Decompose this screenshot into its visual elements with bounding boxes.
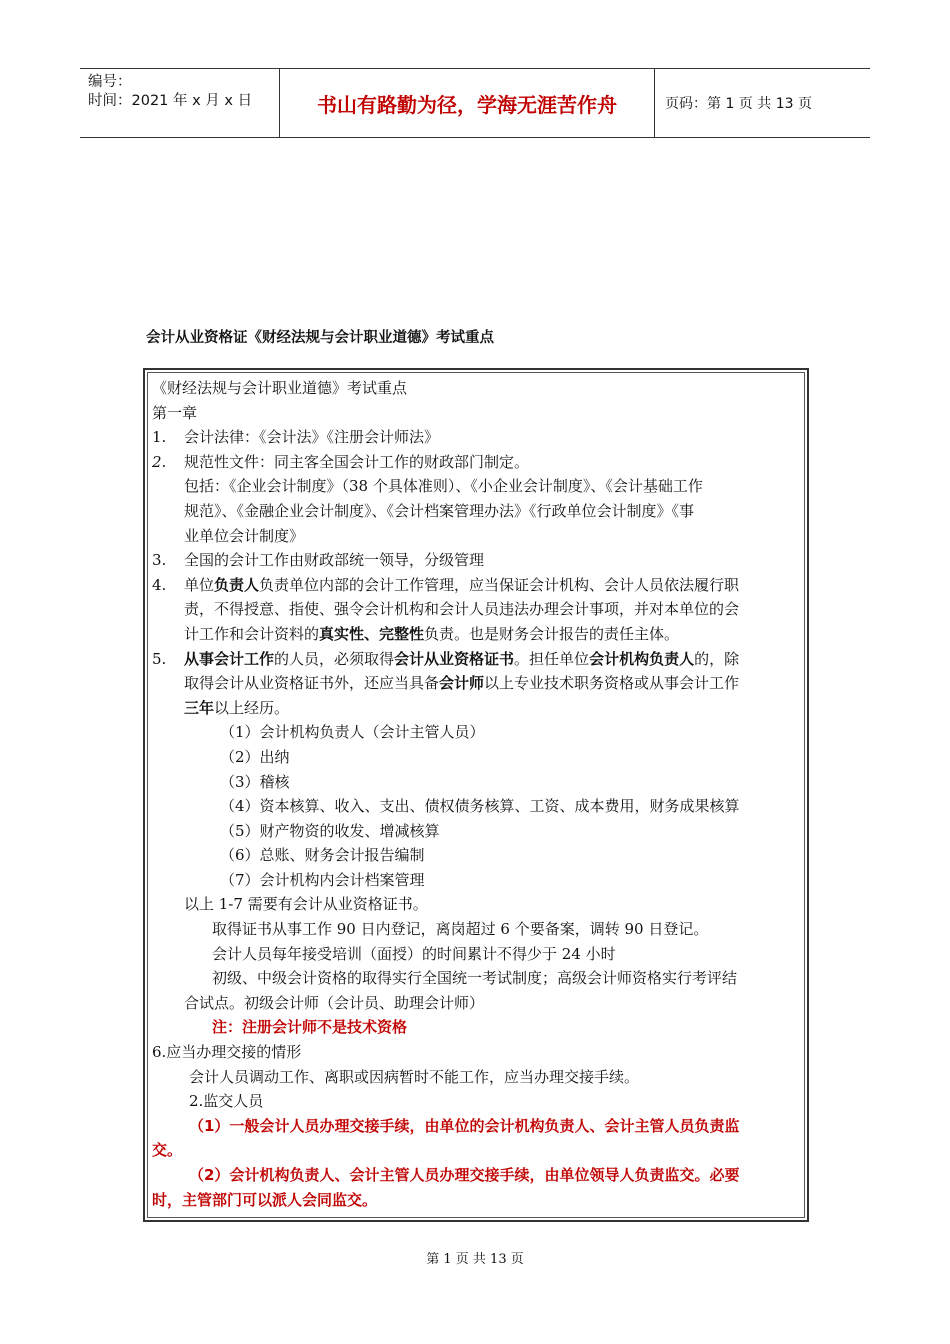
red-rule-continuation: 时，主管部门可以派人会同监交。 <box>152 1190 378 1209</box>
red-rule: （2）会计机构负责人、会计主管人员办理交接手续，由单位领导人负责监交。必要 <box>189 1166 740 1184</box>
red-rule: （1）一般会计人员办理交接手续，由单位的会计机构负责人、会计主管人员负责监 <box>189 1116 740 1135</box>
time-label: 时间：2021 年 x 月 x 日 <box>88 93 253 109</box>
note-line: 会计人员每年接受培训（面授）的时间累计不得少于 24 小时 <box>212 944 616 963</box>
sub-item: （6）总账、财务会计报告编制 <box>220 846 425 865</box>
item-continuation <box>152 622 800 647</box>
sub-item: （1）会计机构负责人（会计主管人员） <box>220 723 485 742</box>
bold-text: 会计机构负责人 <box>589 649 695 668</box>
list-item <box>152 450 800 475</box>
item-text: 以上经历。 <box>214 698 290 717</box>
item-text: 计工作和会计资料的 <box>184 624 320 643</box>
list-item <box>152 425 800 450</box>
note-line: 会计人员调动工作、离职或因病暂时不能工作，应当办理交接手续。 <box>189 1067 640 1086</box>
item-text: 。担任单位 <box>514 649 590 668</box>
bold-text: 从事会计工作 <box>184 649 275 668</box>
list-item <box>152 548 800 573</box>
chapter-heading: 第一章 <box>152 403 198 422</box>
item-text: 单位 <box>184 575 215 594</box>
content-box-inner <box>147 372 805 1218</box>
bold-text: 负责人 <box>214 575 260 594</box>
item-continuation <box>152 671 800 696</box>
item-continuation: 责，不得授意、指使、强令会计机构和会计人员违法办理会计事项，并对本单位的会 <box>184 600 740 619</box>
item-text: 的人员，必须取得 <box>274 649 395 668</box>
item-number: 2. <box>152 452 167 471</box>
section-heading: 6.应当办理交接的情形 <box>152 1043 302 1062</box>
header-meta <box>80 69 280 137</box>
item-number: 3. <box>152 551 167 570</box>
red-note: 注：注册会计师不是技术资格 <box>212 1018 408 1037</box>
content-box <box>143 368 809 1222</box>
sub-item: （3）稽核 <box>220 772 290 791</box>
sub-item: （2）出纳 <box>220 747 290 766</box>
item-continuation <box>152 696 800 721</box>
red-rule-continuation: 交。 <box>152 1141 183 1160</box>
note-line: 合试点。初级会计师（会计员、助理会计师） <box>184 993 485 1012</box>
item-text: 会计法律：《会计法》《注册会计师法》 <box>184 428 440 447</box>
page-header <box>80 68 870 138</box>
bold-text: 真实性、完整性 <box>319 624 425 643</box>
item-text: 规范性文件：同主客全国会计工作的财政部门制定。 <box>184 452 530 471</box>
document-title: 会计从业资格证《财经法规与会计职业道德》考试重点 <box>146 330 494 346</box>
bold-text: 会计师 <box>439 674 485 693</box>
item-text: 取得会计从业资格证书外，还应当具备 <box>184 674 440 693</box>
item-continuation: 业单位会计制度》 <box>184 526 305 545</box>
item-continuation: 规范》、《金融企业会计制度》、《会计档案管理办法》《行政单位会计制度》《事 <box>184 501 695 520</box>
content-title: 《财经法规与会计职业道德》考试重点 <box>152 379 408 397</box>
item-text: 全国的会计工作由财政部统一领导，分级管理 <box>184 551 485 570</box>
sub-heading: 2.监交人员 <box>189 1092 264 1111</box>
bold-text: 三年 <box>184 698 215 717</box>
sub-item: （4）资本核算、收入、支出、债权债务核算、工资、成本费用，财务成果核算 <box>220 797 740 816</box>
sub-item: （7）会计机构内会计档案管理 <box>220 870 425 889</box>
page-footer: 第 1 页 共 13 页 <box>426 1252 524 1267</box>
item-number: 1. <box>152 428 167 447</box>
item-number: 5. <box>152 649 167 668</box>
note-line: 初级、中级会计资格的取得实行全国统一考试制度；高级会计师资格实行考评结 <box>212 969 738 988</box>
header-motto: 书山有路勤为径，学海无涯苦作舟 <box>280 69 655 137</box>
list-item <box>152 647 800 672</box>
header-page-info: 页码：第 1 页 共 13 页 <box>665 96 812 112</box>
number-label: 编号： <box>88 74 132 90</box>
item-continuation: 包括：《企业会计制度》（38 个具体准则）、《小企业会计制度》、《会计基础工作 <box>184 477 703 496</box>
note-line: 以上 1-7 需要有会计从业资格证书。 <box>184 895 428 914</box>
item-number: 4. <box>152 575 167 594</box>
sub-item: （5）财产物资的收发、增减核算 <box>220 821 440 840</box>
item-text: 负责。也是财务会计报告的责任主体。 <box>424 624 680 643</box>
item-text: 以上专业技术职务资格或从事会计工作 <box>484 674 740 693</box>
item-text: 的，除 <box>694 649 740 668</box>
note-line: 取得证书从事工作 90 日内登记，离岗超过 6 个要备案，调转 90 日登记。 <box>212 920 709 939</box>
list-item <box>152 573 800 598</box>
bold-text: 会计从业资格证书 <box>394 649 515 668</box>
item-text: 负责单位内部的会计工作管理，应当保证会计机构、会计人员依法履行职 <box>259 575 740 594</box>
